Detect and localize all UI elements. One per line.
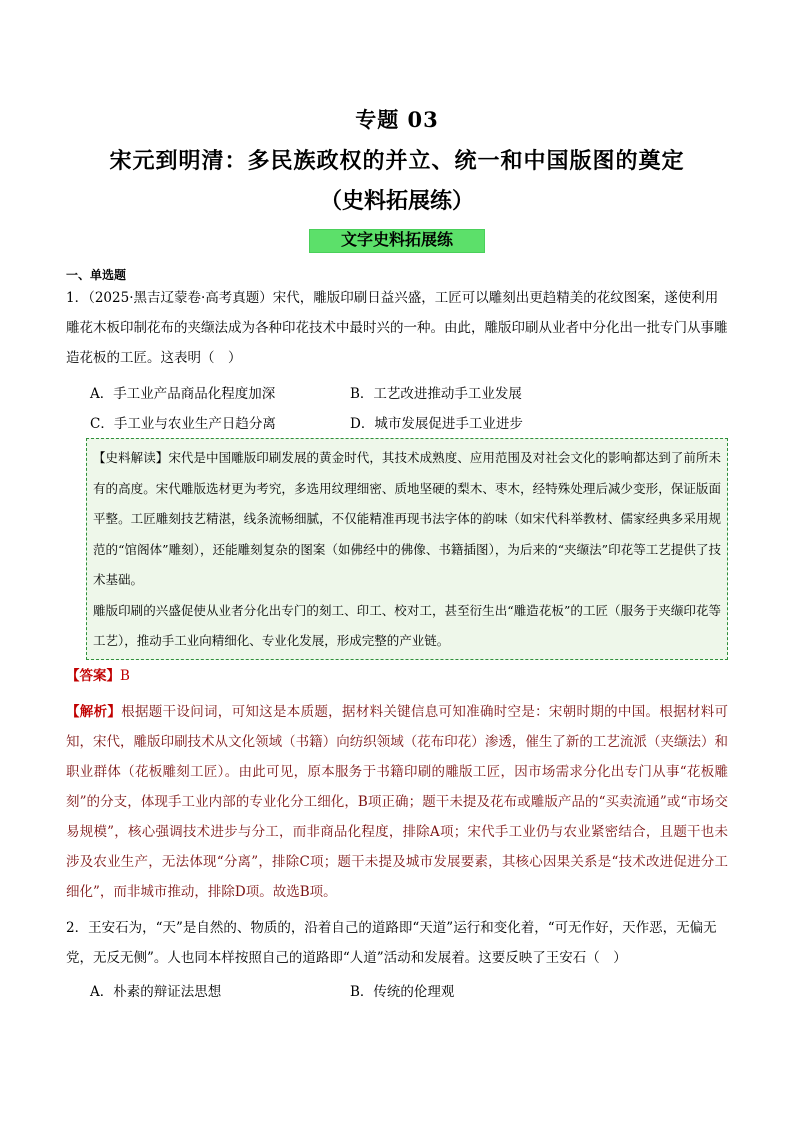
question-1-option-a: A．手工业产品商品化程度加深 <box>90 386 276 402</box>
section-heading: 一、单选题 <box>66 268 127 282</box>
question-2-option-a: A．朴素的辩证法思想 <box>90 984 222 1000</box>
analysis-label: 【解析】 <box>66 704 122 720</box>
question-1-option-b: B．工艺改进推动手工业发展 <box>350 386 522 402</box>
section-tag: 文字史料拓展练 <box>309 229 485 253</box>
question-1-option-d: D．城市发展促进手工业进步 <box>350 416 523 432</box>
source-interpretation-paragraph-2: 雕版印刷的兴盛促使从业者分化出专门的刻工、印工、校对工，甚至衍生出“雕造花板”的工匠（服务于夹缬印花等工艺），推动手工业向精细化、专业化发展，形成完整的产业链。 <box>93 602 721 648</box>
question-2-stem: 2．王安石为，“天”是自然的、物质的，沿着自己的道路即“天道”运行和变化着，“可无作好，天作恶，无偏无党，无反无侧”。人也同本样按照自己的道路即“人道”活动和发展着。这要反映了王安石（ ） <box>66 920 717 966</box>
answer-label: 【答案】 <box>66 668 120 684</box>
page-title: 宋元到明清：多民族政权的并立、统一和中国版图的奠定 <box>109 148 685 174</box>
analysis-text: 根据题干设问词，可知这是本质题，据材料关键信息可知准确时空是：宋朝时期的中国。根据材料可知，宋代，雕版印刷技术从文化领域（书籍）向纺织领域（花布印花）渗透，催生了新的工艺流派（夹缬法）和职业群体（花板雕刻工匠）。由此可见，原本服务于书籍印刷的雕版工匠，因市场需求分化出专门从事“花板雕刻”的分支，体现手工业内部的专业化分工细化，B项正确；题干未提及花布或雕版产品的“买卖流通”或“市场交易规模”，核心强调技术进步与分工，而非商品化程度，排除A项；宋代手工业仍与农业紧密结合，且题干也未涉及农业生产，无法体现“分离”，排除C项；题干未提及城市发展要素，其核心因果关系是“技术改进促进分工细化”，而非城市推动，排除D项。故选B项。 <box>66 704 729 900</box>
topic-number: 专题 03 <box>355 107 439 132</box>
source-interpretation-paragraph-1: 【史料解读】宋代是中国雕版印刷发展的黄金时代，其技术成熟度、应用范围及对社会文化的影响都达到了前所未有的高度。宋代雕版选材更为考究，多选用纹理细密、质地坚硬的梨木、枣木，经特殊处理后减少变形，保证版面平整。工匠雕刻技艺精湛，线条流畅细腻，不仅能精准再现书法字体的韵味（如宋代科举教材、儒家经典多采用规范的“馆阁体”雕刻），还能雕刻复杂的图案（如佛经中的佛像、书籍插图），为后来的“夹缬法”印花等工艺提供了技术基础。 <box>93 450 721 587</box>
answer-value: B <box>120 668 130 684</box>
analysis-paragraph <box>66 697 728 907</box>
question-1-stem: 1．（2025·黑吉辽蒙卷·高考真题）宋代，雕版印刷日益兴盛，工匠可以雕刻出更趋精美的花纹图案，遂使利用雕花木板印制花布的夹缬法成为各种印花技术中最时兴的一种。由此，雕版印刷从业者中分化出一批专门从事雕造花板的工匠。这表明（ ） <box>66 290 728 366</box>
page-subtitle: （史料拓展练） <box>319 188 474 214</box>
question-1-option-c: C．手工业与农业生产日趋分离 <box>90 416 276 432</box>
answer-line <box>66 666 130 686</box>
question-2-option-b: B．传统的伦理观 <box>350 984 455 1000</box>
source-interpretation-box <box>86 438 728 660</box>
